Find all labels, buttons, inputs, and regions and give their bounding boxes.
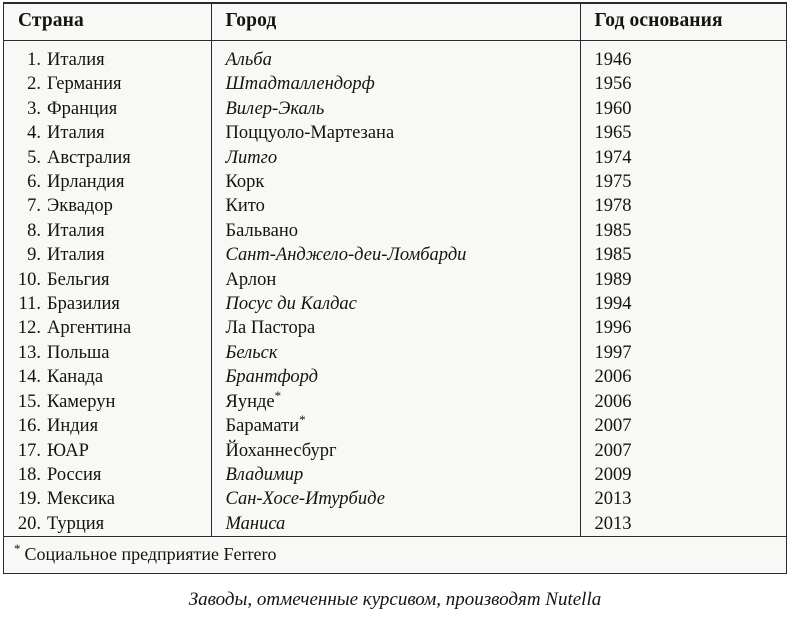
- cell-year: [580, 97, 786, 121]
- country-name: Франция: [47, 98, 118, 119]
- table-row: [4, 292, 786, 316]
- country-name: ЮАР: [47, 440, 89, 461]
- row-rank: 18.: [17, 464, 41, 485]
- row-rank: 19.: [17, 489, 41, 510]
- country-name: Аргентина: [47, 318, 132, 339]
- year-value: 1965: [594, 123, 632, 144]
- year-value: 1946: [594, 50, 632, 70]
- cell-country: [4, 390, 211, 414]
- cell-footnote: [4, 537, 786, 574]
- country-name: Германия: [47, 74, 122, 95]
- cell-country: [4, 268, 211, 292]
- city-name: Посус ди Калдас: [225, 294, 357, 315]
- country-name: Австралия: [47, 147, 131, 168]
- row-rank: 17.: [17, 440, 41, 461]
- cell-country: [4, 41, 211, 73]
- year-value: 1974: [594, 147, 632, 168]
- footnote-text: Социальное предприятие Ferrero: [24, 544, 277, 565]
- city-name: Маниса: [225, 513, 286, 534]
- country-name: Италия: [47, 123, 105, 144]
- table-row: [4, 512, 786, 537]
- row-rank: 10.: [17, 269, 41, 290]
- row-rank: 4.: [27, 123, 41, 144]
- cell-country: [4, 72, 211, 96]
- city-name: Яунде: [225, 391, 275, 412]
- cell-year: [580, 146, 786, 170]
- cell-year: [580, 316, 786, 340]
- table-row: [4, 365, 786, 389]
- cell-country: [4, 121, 211, 145]
- year-value: 2006: [594, 391, 632, 412]
- row-rank: 7.: [27, 196, 41, 217]
- city-name: Штадталлендорф: [225, 74, 375, 95]
- cell-city: [211, 463, 580, 487]
- table-header: [4, 4, 786, 41]
- cell-city: [211, 194, 580, 218]
- cell-city: [211, 146, 580, 170]
- year-value: 1960: [594, 98, 632, 119]
- table-footnote-row: [4, 537, 786, 574]
- year-value: 2007: [594, 416, 632, 437]
- cell-year: [580, 463, 786, 487]
- cell-city: [211, 365, 580, 389]
- city-name: Арлон: [225, 269, 277, 290]
- city-name: Барамати: [225, 416, 300, 437]
- column-header-country: Страна: [4, 4, 211, 41]
- country-name: Бельгия: [47, 269, 110, 290]
- country-name: Польша: [47, 342, 110, 363]
- city-name: Литго: [225, 147, 278, 168]
- table-row: [4, 97, 786, 121]
- table-row: [4, 219, 786, 243]
- year-value: 2006: [594, 367, 632, 388]
- cell-city: [211, 439, 580, 463]
- cell-country: [4, 414, 211, 438]
- cell-country: [4, 316, 211, 340]
- country-name: Ирландия: [47, 172, 125, 193]
- table-row: [4, 268, 786, 292]
- table-row: [4, 194, 786, 218]
- country-name: Италия: [47, 245, 105, 266]
- year-value: 1994: [594, 294, 632, 315]
- country-name: Бразилия: [47, 294, 120, 315]
- row-rank: 20.: [17, 513, 41, 534]
- country-name: Италия: [47, 220, 105, 241]
- table-row: [4, 414, 786, 438]
- footnote-marker-icon: *: [274, 387, 282, 403]
- city-name: Корк: [225, 172, 265, 193]
- row-rank: 11.: [18, 294, 41, 315]
- row-rank: 1.: [27, 50, 41, 70]
- table-row: [4, 341, 786, 365]
- table-row: [4, 170, 786, 194]
- table-row: [4, 316, 786, 340]
- cell-city: [211, 341, 580, 365]
- table-row: [4, 72, 786, 96]
- factories-table-container: [3, 2, 787, 574]
- cell-city: [211, 292, 580, 316]
- year-value: 1975: [594, 172, 632, 193]
- city-name: Кито: [225, 196, 265, 217]
- cell-country: [4, 97, 211, 121]
- cell-city: [211, 387, 580, 414]
- row-rank: 16.: [17, 416, 41, 437]
- cell-country: [4, 243, 211, 267]
- row-rank: 13.: [17, 342, 41, 363]
- cell-year: [580, 390, 786, 414]
- year-value: 1997: [594, 342, 632, 363]
- cell-country: [4, 194, 211, 218]
- cell-city: [211, 41, 580, 73]
- city-name: Сан-Хосе-Итурбиде: [225, 489, 385, 510]
- cell-year: [580, 194, 786, 218]
- footnote-marker-icon: *: [299, 411, 306, 427]
- cell-year: [580, 292, 786, 316]
- row-rank: 3.: [27, 98, 41, 119]
- cell-country: [4, 365, 211, 389]
- year-value: 2013: [594, 489, 632, 510]
- cell-city: [211, 97, 580, 121]
- row-rank: 9.: [27, 245, 41, 266]
- cell-country: [4, 341, 211, 365]
- table-row: [4, 41, 786, 73]
- year-value: 1985: [594, 220, 632, 241]
- country-name: Эквадор: [47, 196, 113, 217]
- table-row: [4, 146, 786, 170]
- cell-city: [211, 268, 580, 292]
- city-name: Бельск: [225, 342, 278, 363]
- year-value: 2013: [594, 513, 632, 534]
- year-value: 2007: [594, 440, 632, 461]
- cell-city: [211, 316, 580, 340]
- cell-city: [211, 72, 580, 96]
- cell-country: [4, 463, 211, 487]
- cell-city: [211, 411, 580, 438]
- table-header-row: [4, 4, 786, 41]
- city-name: Поццуоло-Мартезана: [225, 123, 395, 144]
- city-name: Вилер-Экаль: [225, 98, 325, 119]
- city-name: Ла Пастора: [225, 318, 316, 339]
- table-row: [4, 243, 786, 267]
- factories-table: [4, 4, 786, 573]
- cell-country: [4, 487, 211, 511]
- country-name: Индия: [47, 416, 99, 437]
- cell-year: [580, 341, 786, 365]
- column-header-city: Город: [211, 4, 580, 41]
- country-name: Канада: [47, 367, 104, 388]
- year-value: 1978: [594, 196, 632, 217]
- city-name: Брантфорд: [225, 367, 318, 388]
- cell-year: [580, 41, 786, 73]
- row-rank: 14.: [17, 367, 41, 388]
- cell-year: [580, 243, 786, 267]
- country-name: Италия: [47, 50, 105, 70]
- cell-year: [580, 121, 786, 145]
- row-rank: 6.: [27, 172, 41, 193]
- year-value: 1985: [594, 245, 632, 266]
- cell-city: [211, 243, 580, 267]
- year-value: 1989: [594, 269, 632, 290]
- country-name: Мексика: [47, 489, 115, 510]
- cell-city: [211, 512, 580, 537]
- year-value: 2009: [594, 464, 632, 485]
- cell-city: [211, 487, 580, 511]
- footnote-marker-icon: *: [14, 541, 21, 557]
- table-row: [4, 390, 786, 414]
- cell-country: [4, 292, 211, 316]
- cell-city: [211, 219, 580, 243]
- cell-year: [580, 414, 786, 438]
- city-name: Йоханнесбург: [225, 440, 337, 461]
- cell-year: [580, 487, 786, 511]
- table-body: [4, 41, 786, 574]
- cell-year: [580, 268, 786, 292]
- city-name: Альба: [225, 50, 272, 70]
- country-name: Россия: [47, 464, 102, 485]
- country-name: Турция: [47, 513, 105, 534]
- cell-year: [580, 219, 786, 243]
- city-name: Бальвано: [225, 220, 299, 241]
- year-value: 1956: [594, 74, 632, 95]
- row-rank: 12.: [17, 318, 41, 339]
- table-row: [4, 463, 786, 487]
- cell-year: [580, 72, 786, 96]
- cell-year: [580, 439, 786, 463]
- cell-country: [4, 170, 211, 194]
- column-header-year: Год основания: [580, 4, 786, 41]
- table-row: [4, 439, 786, 463]
- cell-city: [211, 170, 580, 194]
- table-row: [4, 487, 786, 511]
- country-name: Камерун: [47, 391, 116, 412]
- row-rank: 2.: [27, 74, 41, 95]
- cell-country: [4, 439, 211, 463]
- table-caption: Заводы, отмеченные курсивом, производят Nutella: [188, 589, 602, 610]
- cell-year: [580, 170, 786, 194]
- cell-country: [4, 146, 211, 170]
- table-row: [4, 121, 786, 145]
- cell-year: [580, 365, 786, 389]
- row-rank: 8.: [27, 220, 41, 241]
- city-name: Сант-Анджело-деи-Ломбарди: [225, 245, 467, 266]
- cell-country: [4, 219, 211, 243]
- city-name: Владимир: [225, 464, 304, 485]
- cell-city: [211, 121, 580, 145]
- cell-year: [580, 512, 786, 537]
- row-rank: 15.: [17, 391, 41, 412]
- cell-country: [4, 512, 211, 537]
- row-rank: 5.: [27, 147, 41, 168]
- year-value: 1996: [594, 318, 632, 339]
